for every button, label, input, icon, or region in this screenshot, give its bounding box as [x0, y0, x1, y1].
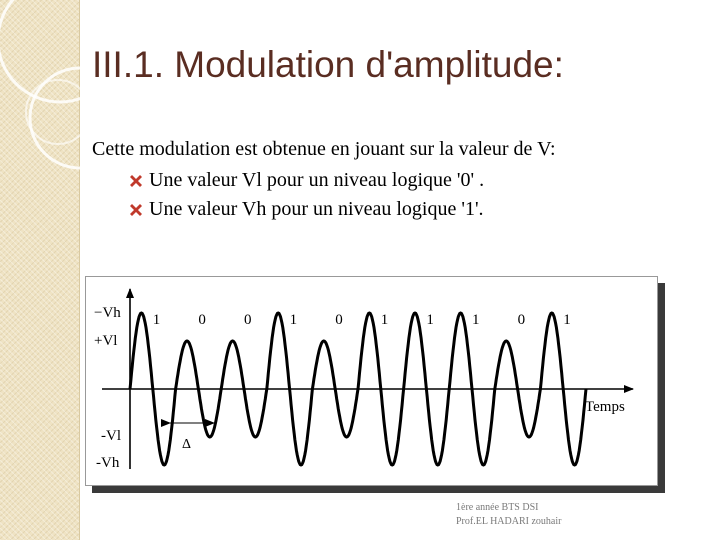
bit-label: 0	[335, 312, 343, 328]
bullet-text: Une valeur Vl pour un niveau logique '0' .	[149, 169, 485, 191]
bit-label: 1	[472, 312, 480, 328]
bit-label: 0	[198, 312, 206, 328]
bullet-text: Une valeur Vh pour un niveau logique '1'.	[149, 198, 484, 220]
y-label-plus-vh: −Vh	[94, 305, 121, 321]
bit-label: 0	[244, 312, 252, 328]
footer-credits	[456, 501, 561, 529]
cross-mark-icon	[128, 173, 144, 189]
bullet-list	[128, 166, 484, 224]
modulated-waveform	[130, 313, 586, 465]
x-axis-label: Temps	[585, 399, 625, 415]
bit-label: 1	[563, 312, 571, 328]
y-label-minus-vl: -Vl	[101, 428, 121, 444]
bullet-item	[128, 166, 484, 195]
bit-label: 1	[289, 312, 298, 328]
footer-line-course: 1ère année BTS DSI	[456, 502, 539, 513]
bit-label: 0	[517, 312, 526, 328]
modulation-figure	[85, 276, 658, 486]
bit-label: 1	[426, 312, 434, 328]
bullet-item	[128, 195, 484, 224]
cross-mark-icon	[128, 202, 144, 218]
delta-label: Δ	[182, 437, 192, 452]
waveform-diagram	[86, 277, 659, 487]
bit-label: 1	[152, 312, 161, 328]
y-label-plus-vl: +Vl	[94, 333, 118, 349]
footer-line-author: Prof.EL HADARI zouhair	[456, 516, 562, 527]
slide-title: III.1. Modulation d'amplitude:	[92, 44, 564, 85]
y-label-minus-vh: -Vh	[96, 455, 120, 471]
bit-label: 1	[380, 312, 389, 328]
intro-text: Cette modulation est obtenue en jouant sur la valeur de V:	[92, 138, 556, 160]
bit-labels	[153, 312, 571, 328]
